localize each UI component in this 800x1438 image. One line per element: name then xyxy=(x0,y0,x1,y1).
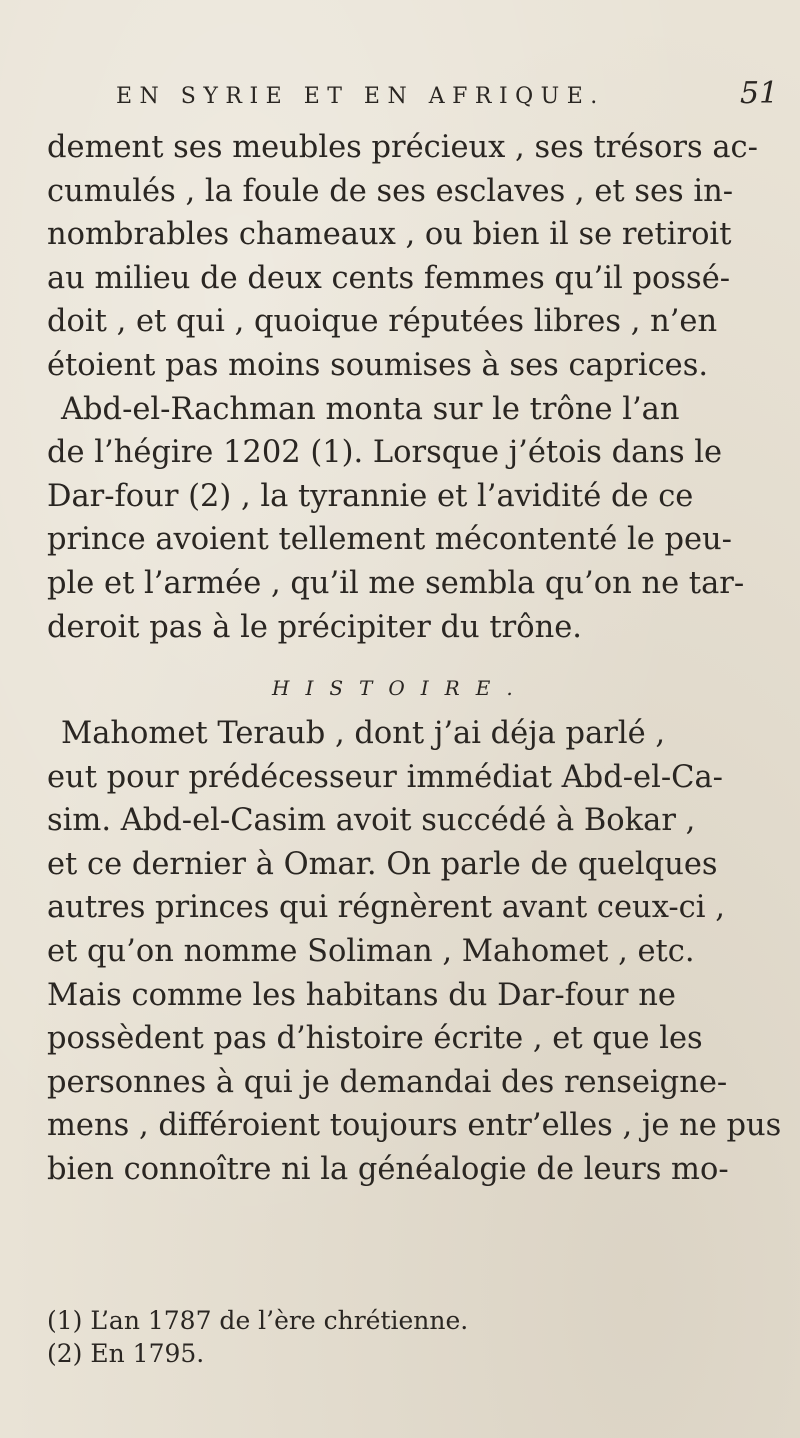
text-line: de l’hégire 1202 (1). Lorsque j’étois dans le xyxy=(47,435,723,471)
footnotes xyxy=(47,1304,767,1370)
text-line: sim. Abd-el-Casim avoit succédé à Bokar , xyxy=(47,803,696,839)
text-line: Dar-four (2) , la tyrannie et l’avidité de ce xyxy=(47,478,694,514)
body-text-lower xyxy=(47,712,782,1192)
text-line: bien connoître ni la généalogie de leurs mo- xyxy=(47,1151,729,1187)
running-head: EN SYRIE ET EN AFRIQUE. xyxy=(116,84,605,109)
text-line: cumulés , la foule de ses esclaves , et ses in- xyxy=(47,173,734,209)
section-heading: HISTOIRE. xyxy=(272,676,529,700)
text-line: prince avoient tellement mécontenté le peu- xyxy=(47,522,732,558)
text-line: possèdent pas d’histoire écrite , et que les xyxy=(47,1021,703,1057)
footnote: (1) L’an 1787 de l’ère chrétienne. xyxy=(47,1306,469,1335)
text-line: Abd-el-Rachman monta sur le trône l’an xyxy=(61,391,680,427)
footnote: (2) En 1795. xyxy=(47,1339,205,1368)
text-line: ple et l’armée , qu’il me sembla qu’on ne tar- xyxy=(47,565,745,601)
text-line: au milieu de deux cents femmes qu’il possé- xyxy=(47,260,731,296)
body-text-upper xyxy=(47,126,767,649)
text-line: doit , et qui , quoique réputées libres , n’en xyxy=(47,304,718,340)
text-line: autres princes qui régnèrent avant ceux-ci , xyxy=(47,890,725,926)
page-number: 51 xyxy=(740,76,779,111)
text-line: et qu’on nomme Soliman , Mahomet , etc. xyxy=(47,933,695,969)
text-line: personnes à qui je demandai des renseigne- xyxy=(47,1064,728,1100)
text-line: eut pour prédécesseur immédiat Abd-el-Ca- xyxy=(47,759,723,795)
text-line: et ce dernier à Omar. On parle de quelques xyxy=(47,846,718,882)
text-line: mens , différoient toujours entr’elles , je ne pus xyxy=(47,1108,782,1144)
text-line: Mahomet Teraub , dont j’ai déja parlé , xyxy=(61,716,666,751)
text-line: Mais comme les habitans du Dar-four ne xyxy=(47,977,676,1013)
text-line: nombrables chameaux , ou bien il se retiroit xyxy=(47,217,732,253)
text-line: étoient pas moins soumises à ses caprices. xyxy=(47,347,709,383)
text-line: dement ses meubles précieux , ses trésors ac- xyxy=(47,130,758,165)
text-line: deroit pas à le précipiter du trône. xyxy=(47,609,582,645)
